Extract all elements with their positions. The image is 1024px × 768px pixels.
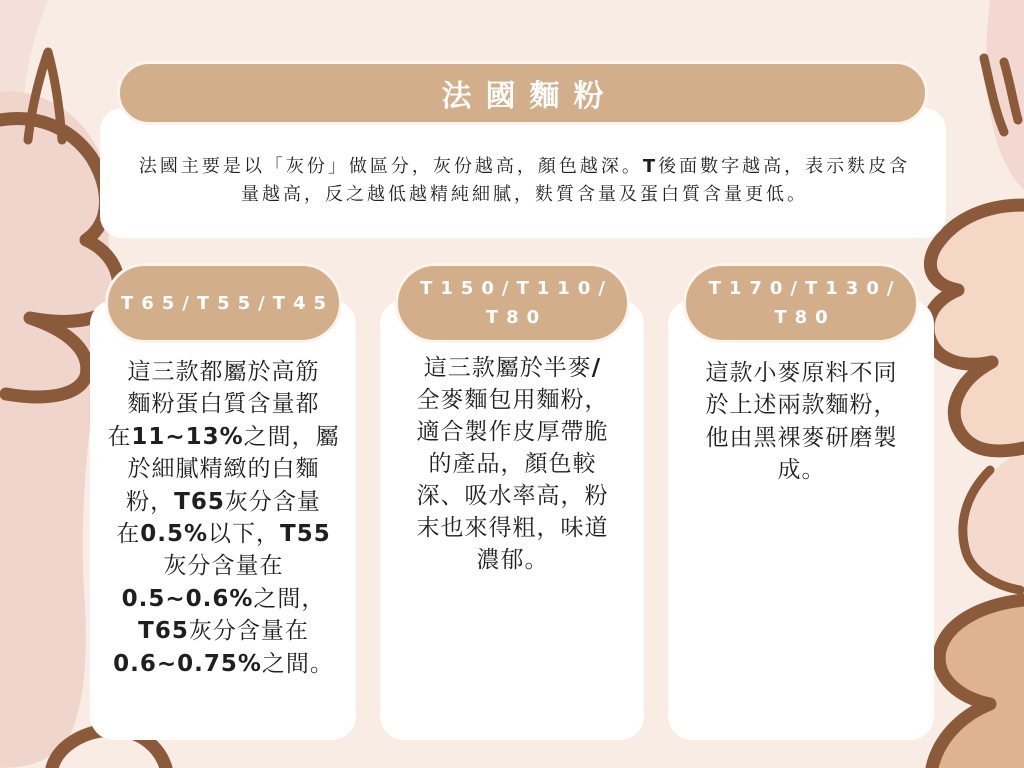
card-body-line: 0.5~0.6%之間，	[121, 585, 326, 612]
card-body-line: 他由黑裸麥研磨製	[705, 424, 898, 451]
flour-card-t65-t55-t45	[90, 300, 356, 740]
latin-text-run: /	[591, 355, 602, 381]
latin-text-run: T55	[280, 521, 331, 548]
flour-card-t150-t110-t80	[380, 300, 644, 740]
card-body-line: T65灰分含量在	[138, 618, 309, 645]
card-body-line: 在11~13%之間，屬	[107, 423, 340, 450]
latin-text-run: T65	[138, 618, 189, 645]
latin-text-run: T65	[174, 488, 225, 515]
card-body-line: 深、吸水率高，粉	[416, 483, 609, 509]
card-body-line: 全麥麵包用麵粉，	[416, 387, 609, 413]
title-banner	[117, 61, 928, 125]
latin-text-run: 0.6~0.75%	[113, 650, 262, 677]
intro-text	[100, 153, 946, 209]
intro-line: 量越高，反之越低越精純細膩，麩質含量及蛋白質含量更低。	[241, 184, 808, 205]
card-body-line: 在0.5%以下，T55	[116, 521, 331, 548]
card-body-line: 這款小麥原料不同	[705, 360, 898, 386]
intro-box	[100, 108, 946, 238]
latin-text-run: 0.5%	[140, 521, 209, 548]
latin-text-run: T	[642, 156, 659, 177]
card-body-line: 0.6~0.75%之間。	[113, 650, 334, 677]
card-body	[668, 357, 934, 487]
card-body-line: 於上述兩款麵粉，	[705, 392, 898, 419]
card-header-line: T65/T55/T45	[120, 292, 335, 314]
card-header-line: T170/T130/	[708, 278, 902, 299]
card-header-t170-t130-t80	[683, 263, 919, 343]
card-body-line: 成。	[777, 457, 826, 484]
card-header-t65-t55-t45	[105, 263, 342, 343]
latin-text-run: 11~13%	[131, 423, 244, 450]
card-body-line: 這三款都屬於高筋	[127, 359, 320, 385]
card-header-line: T150/T110/	[420, 278, 613, 299]
intro-line: 法國主要是以「灰份」做區分，灰份越高，顏色越深。T後面數字越高，表示麩皮含	[138, 156, 911, 177]
card-body-line: 灰分含量在	[163, 553, 284, 580]
card-body-line: 適合製作皮厚帶脆	[416, 419, 609, 445]
page-title: 法國麵粉	[441, 79, 618, 114]
card-header-line: T80	[774, 307, 836, 328]
card-body-line: 於細膩精緻的白麵	[127, 456, 320, 483]
latin-text-run: 0.5~0.6%	[121, 585, 254, 612]
card-body-line: 末也來得粗，味道	[416, 515, 609, 541]
card-header-t150-t110-t80	[395, 263, 630, 343]
card-body-line: 濃郁。	[476, 547, 549, 573]
card-body-line: 粉，T65灰分含量	[126, 488, 321, 515]
card-body	[90, 356, 356, 680]
card-body-line: 的產品，顏色較	[428, 451, 597, 477]
flour-card-t170-t130-t80	[668, 300, 934, 740]
card-body-line: 這三款屬於半麥/	[423, 355, 602, 381]
card-body	[380, 352, 644, 576]
card-header-line: T80	[485, 307, 548, 328]
card-body-line: 麵粉蛋白質含量都	[127, 391, 320, 418]
